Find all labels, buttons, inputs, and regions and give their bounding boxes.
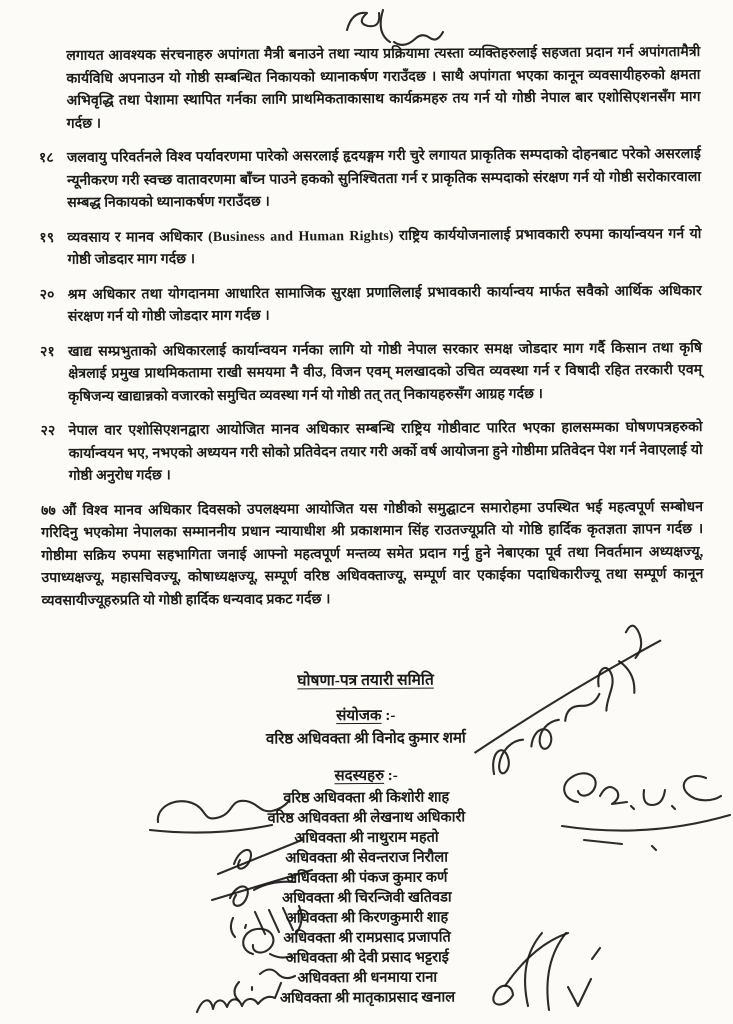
paragraph-number: २०: [39, 287, 55, 303]
paragraph: [39, 223, 701, 272]
committee-heading: घोषणा-पत्र तयारी समिति: [297, 671, 434, 690]
paragraph: [41, 417, 703, 489]
committee-member: वरिष्ठ अधिवक्ता श्री लेखनाथ अधिकारी: [267, 809, 466, 827]
coordinator-label: संयोजक :-: [336, 707, 396, 725]
committee-section: [0, 666, 733, 1010]
paragraph-text: ७७ औं विश्व मानव अधिकार दिवसको उपलक्ष्यमा आयोजित यस गोष्ठीको समुद्घाटन समारोहमा उपस्थित भई महत्वपूर्ण सम्बोधन गरिदिनु भएकोमा नेपालका सम्माननीय प्रधान न्यायाधीश श्री प्रकाशमान सिंह राउतज्यूप्रति यो गोष्ठि हार्दिक कृतज्ञता ज्ञापन गर्दछ । गोष्ठीमा सक्रिय रुपमा सहभागिता जनाई आफ्नो महत्वपूर्ण मन्तव्य समेत प्रदान गर्नु हुने नेबाएका पूर्व तथा निवर्तमान अध्यक्षज्यू, उपाध्यक्षज्यू, महासचिवज्यू, कोषाध्यक्षज्यू, सम्पूर्ण वरिष्ठ अधिवक्ताज्यू, सम्पूर्ण वार एकाईका पदाधिकारीज्यू तथा सम्पूर्ण कानून व्यवसायीज्यूहरुप्रति यो गोष्ठी हार्दिक धन्यवाद प्रकट गर्दछ ।: [41, 499, 704, 609]
paragraph-text: नेपाल वार एशोसिएशनद्वारा आयोजित मानव अधिकार सम्बन्धि राष्ट्रिय गोष्ठीवाट पारित भएका हालसम्मका घोषणपत्रहरुको कार्यान्वयन भए, नभएको अध्ययन गरी सोको प्रतिवेदन तयार गरी अर्को वर्ष आयोजना हुने गोष्ठीमा प्रतिवेदन पेश गर्न नेवाएलाई यो गोष्ठी अनुरोध गर्दछ ।: [68, 419, 703, 484]
paragraph-text: जलवायु परिवर्तनले विश्व पर्यावरणमा पारेको असरलाई हृदयङ्गम गरी चुरे लगायत प्राकृतिक सम्पदाको दोहनबाट परेको असरलाई न्यूनीकरण गरी स्वच्छ वातावरणमा बाँच्न पाउने हकको सुनिश्चितता गर्न र प्राकृतिक सम्पदाको संरक्षण गर्न यो गोष्ठी सरोकारवाला सम्बद्ध निकायको ध्यानाकर्षण गराउँदछ ।: [66, 146, 702, 211]
committee-member: अधिवक्ता श्री धनमाया राना: [297, 969, 438, 987]
coordinator-name: वरिष्ठ अधिवक्ता श्री विनोद कुमार शर्मा: [265, 730, 466, 748]
paragraph-text: श्रम अधिकार तथा योगदानमा आधारित सामाजिक सुरक्षा प्रणालिलाई प्रभावकारी कार्यान्वय मार्फत सवैको आर्थिक अधिकार संरक्षण गर्न यो गोष्ठी जोडदार माग गर्दछ ।: [67, 283, 702, 325]
committee-member: वरिष्ठ अधिवक्ता श्री किशोरी शाह: [283, 789, 450, 807]
paragraph: [40, 280, 702, 329]
members-label: सदस्यहरु :-: [334, 767, 398, 785]
paragraph-text: लगायत आवश्यक संरचनाहरु अपांगता मैत्री बनाउने तथा न्याय प्रक्रियामा त्यस्ता व्यक्तिहरुलाई सहजता प्रदान गर्न अपांगतामैत्री कार्यविधि अपनाउन यो गोष्ठी सम्बन्धित निकायको ध्यानाकर्षण गराउँदछ । साथै अपांगता भएका कानून व्यवसायीहरुको क्षमता अभिवृद्धि तथा पेशामा स्थापित गर्नका लागि प्राथमिकताकासाथ कार्यक्रमहरु तय गर्न यो गोष्ठी नेपाल बार एशोसिएशनसँग माग गर्दछ ।: [66, 44, 701, 132]
paragraph-number: २२: [40, 423, 56, 440]
committee-member: अधिवक्ता श्री किरणकुमारी शाह: [285, 909, 449, 927]
paragraph-text: व्यवसाय र मानव अधिकार (Business and Human Rights) राष्ट्रिय कार्ययोजनालाई प्रभावकारी रुपमा कार्यान्वयन गर्न यो गोष्ठी जोडदार माग गर्दछ ।: [67, 226, 702, 268]
committee-members-list: [0, 786, 733, 1010]
paragraph: [39, 144, 701, 216]
body-text: [38, 42, 704, 625]
committee-member: अधिवक्ता श्री नाथुराम महतो: [294, 829, 439, 847]
committee-member: अधिवक्ता श्री रामप्रसाद प्रजापति: [283, 929, 451, 947]
committee-member: अधिवक्ता श्री चिरन्जिवी खतिवडा: [282, 889, 452, 907]
paragraph-number: २१: [40, 344, 55, 360]
paragraph: [41, 496, 704, 613]
committee-member: अधिवक्ता श्री सेवन्तराज निरौला: [285, 849, 448, 867]
committee-member: अधिवक्ता श्री देवी प्रसाद भट्टराई: [285, 949, 449, 967]
paragraph: [38, 42, 701, 136]
paragraph-text: खाद्य सम्प्रभुताको अधिकारलाई कार्यान्वयन गर्नका लागि यो गोष्ठी नेपाल सरकार समक्ष जोडदार माग गर्दै किसान तथा कृषि क्षेत्रलाई प्रमुख प्राथमिकतामा राखी समयमा नै वीउ, विजन एवम् मलखादको उचित व्यवस्था गर्न र विषादी रहित तरकारी एवम् कृषिजन्य खाद्यान्नको वजारको समुचित व्यवस्था गर्न यो गोष्ठी तत् तत् निकायहरुसँग आग्रह गर्दछ ।: [68, 340, 703, 405]
paragraph-number: १९: [39, 230, 55, 246]
paragraph: [40, 337, 702, 409]
committee-member: अधिवक्ता श्री मातृकाप्रसाद खनाल: [279, 989, 456, 1007]
paragraph-number: १८: [38, 150, 54, 167]
committee-member: अधिवक्ता श्री पंकज कुमार कर्ण: [286, 869, 448, 887]
handwritten-page-mark: [347, 10, 443, 45]
